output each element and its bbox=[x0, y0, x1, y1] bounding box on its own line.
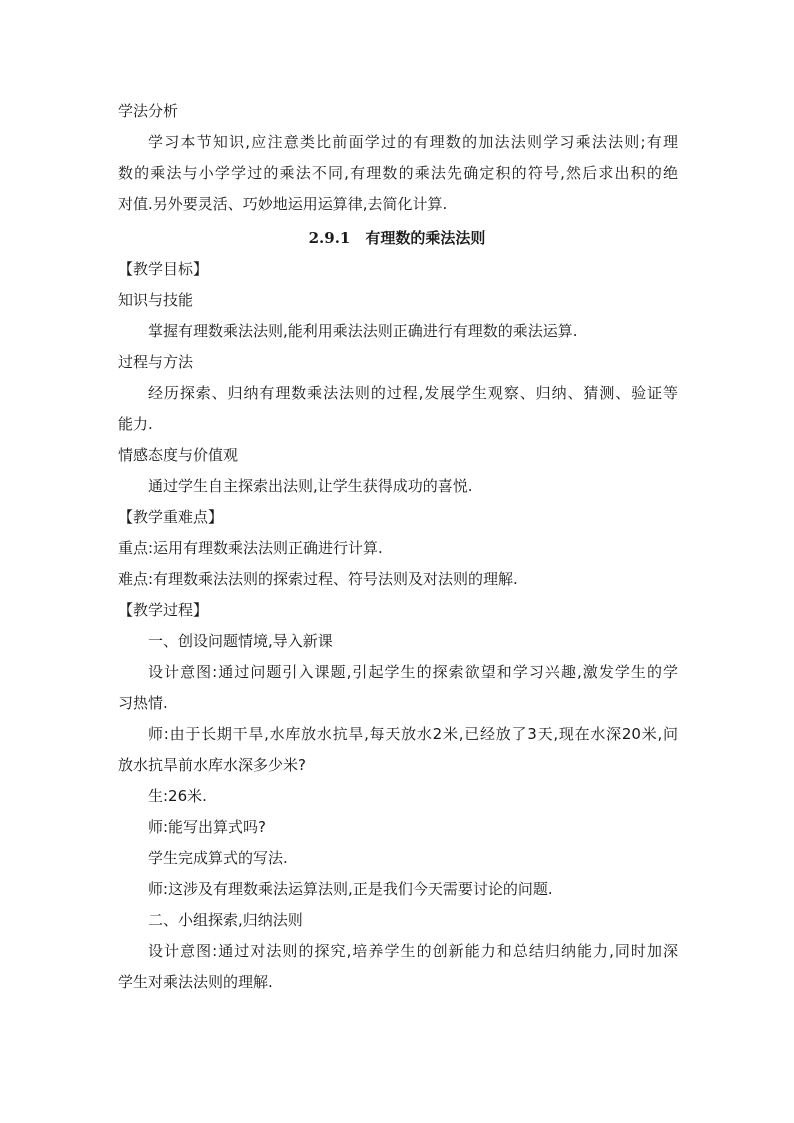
step-1-title: 一、创设问题情境,导入新课 bbox=[148, 632, 333, 650]
key-difficult-points-heading: 【教学重难点】 bbox=[118, 508, 224, 526]
section-title: 2.9.1 有理数的乘法法则 bbox=[308, 229, 486, 247]
difficult-point-text: 难点:有理数乘法法则的探索过程、符号法则及对法则的理解. bbox=[118, 570, 518, 588]
intro-paragraph-line-3: 对值.另外要灵活、巧妙地运用运算律,去简化计算. bbox=[118, 195, 448, 213]
step-2-design-line-2: 学生对乘法法则的理解. bbox=[118, 973, 273, 991]
step-2-design-line-1: 设计意图:通过对法则的探究,培养学生的创新能力和总结归纳能力,同时加深 bbox=[148, 942, 678, 960]
key-point-text: 重点:运用有理数乘法法则正确进行计算. bbox=[118, 539, 383, 557]
process-method-heading: 过程与方法 bbox=[118, 353, 194, 371]
step-1-design-line-2: 习热情. bbox=[118, 694, 168, 712]
emotion-values-heading: 情感态度与价值观 bbox=[118, 446, 239, 464]
teacher-question-line-2: 放水抗旱前水库水深多少米? bbox=[118, 756, 306, 774]
knowledge-skills-heading: 知识与技能 bbox=[118, 291, 194, 309]
teacher-statement-3: 师:这涉及有理数乘法运算法则,正是我们今天需要讨论的问题. bbox=[148, 880, 553, 898]
knowledge-skills-text: 掌握有理数乘法法则,能利用乘法法则正确进行有理数的乘法运算. bbox=[148, 322, 578, 340]
process-method-line-1: 经历探索、归纳有理数乘法法则的过程,发展学生观察、归纳、猜测、验证等 bbox=[148, 384, 678, 402]
emotion-values-text: 通过学生自主探索出法则,让学生获得成功的喜悦. bbox=[148, 477, 473, 495]
intro-heading: 学法分析 bbox=[118, 102, 179, 120]
teaching-goals-heading: 【教学目标】 bbox=[118, 260, 209, 278]
step-2-title: 二、小组探索,归纳法则 bbox=[148, 911, 303, 929]
teacher-question-2: 师:能写出算式吗? bbox=[148, 818, 267, 836]
intro-paragraph-line-1: 学习本节知识,应注意类比前面学过的有理数的加法法则学习乘法法则;有理 bbox=[148, 133, 678, 151]
student-answer-1: 生:26米. bbox=[148, 787, 207, 805]
teacher-question-line-1: 师:由于长期干旱,水库放水抗旱,每天放水2米,已经放了3天,现在水深20米,问 bbox=[148, 725, 678, 743]
student-answer-2: 学生完成算式的写法. bbox=[148, 849, 288, 867]
intro-paragraph-line-2: 数的乘法与小学学过的乘法不同,有理数的乘法先确定积的符号,然后求出积的绝 bbox=[118, 164, 678, 182]
process-method-line-2: 能力. bbox=[118, 415, 153, 433]
step-1-design-line-1: 设计意图:通过问题引入课题,引起学生的探索欲望和学习兴趣,激发学生的学 bbox=[148, 663, 678, 681]
teaching-process-heading: 【教学过程】 bbox=[118, 601, 209, 619]
